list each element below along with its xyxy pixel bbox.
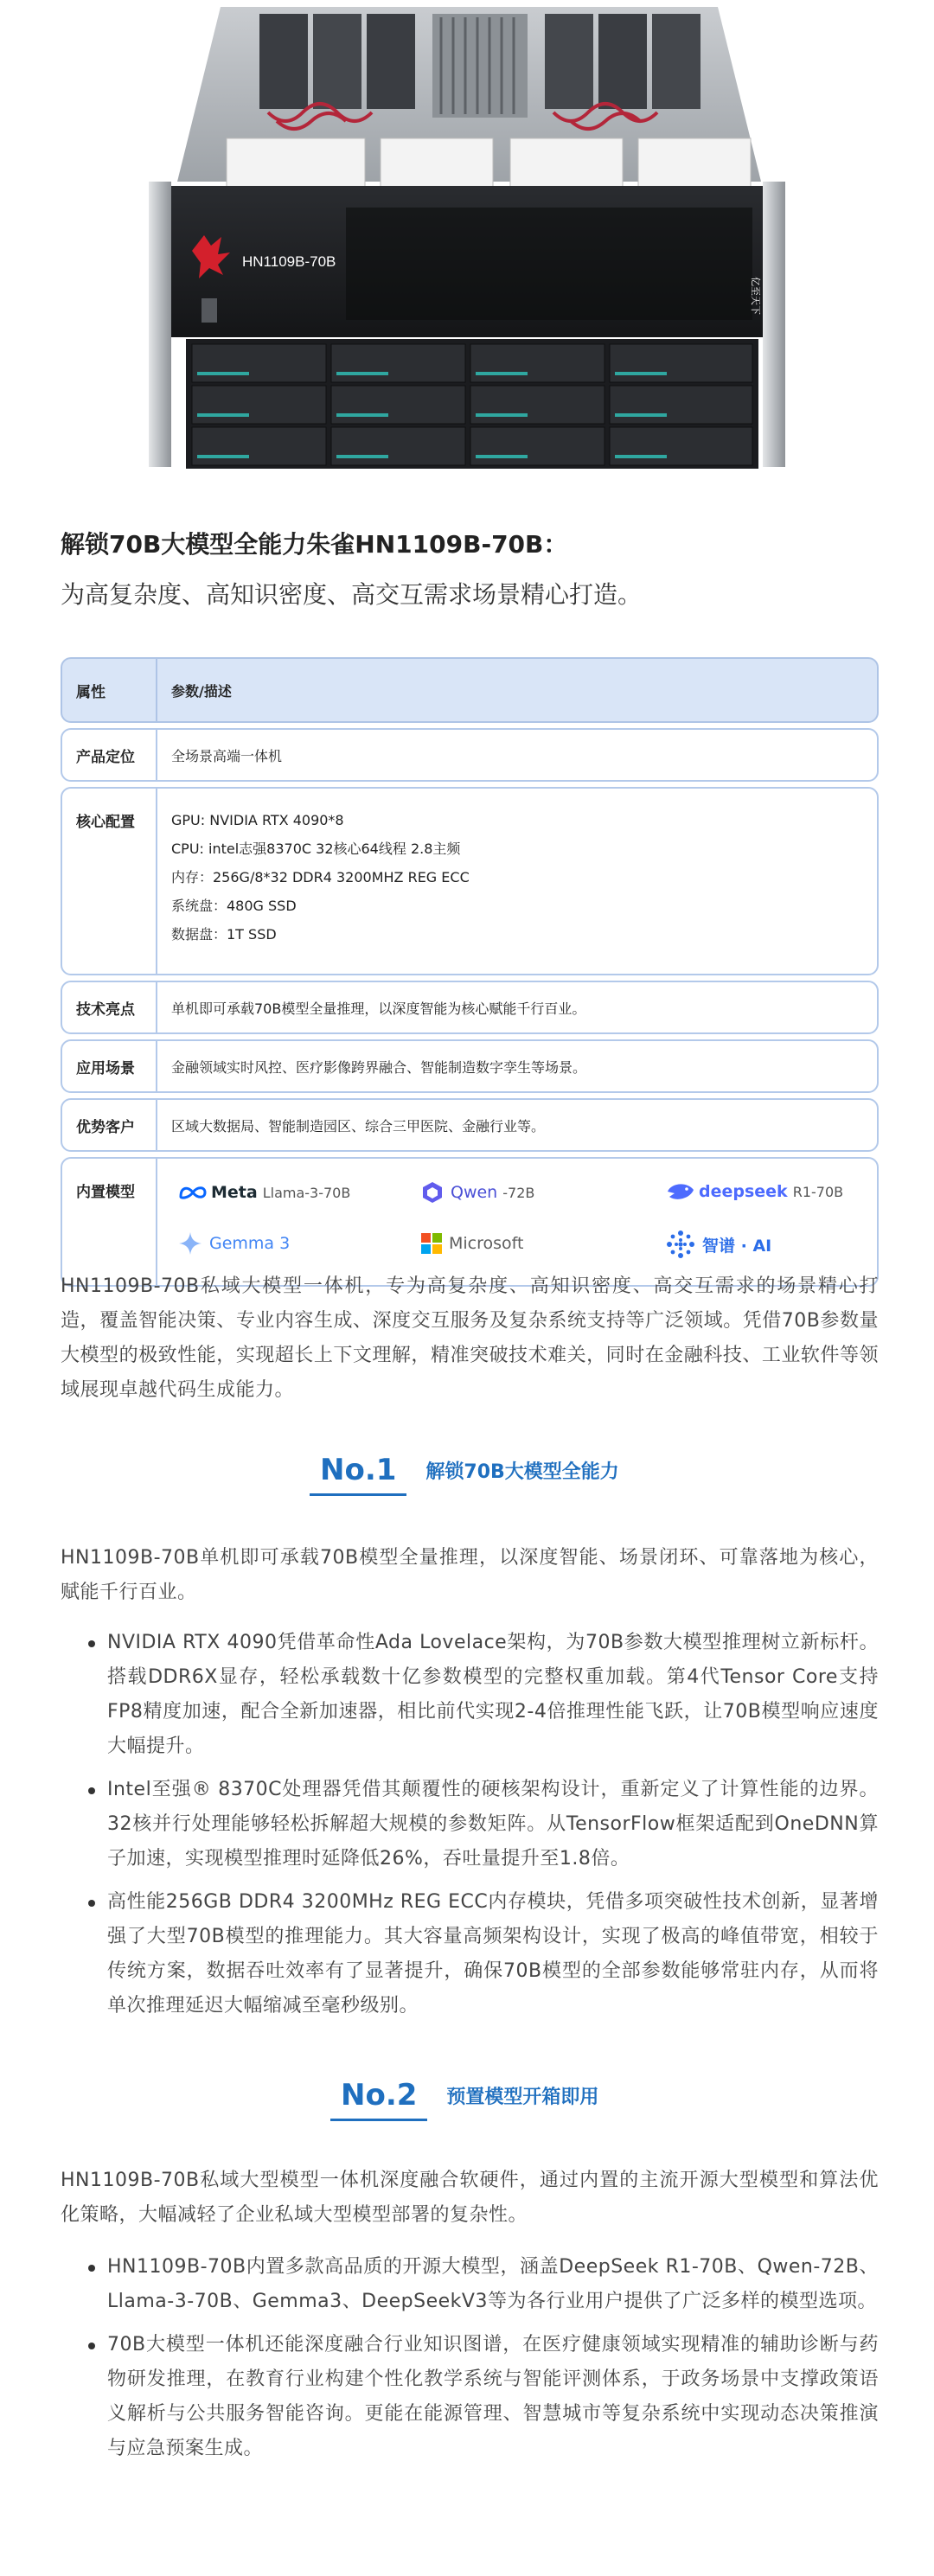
header-attribute: 属性 (62, 659, 157, 721)
core-config-label: 核心配置 (62, 789, 157, 974)
deepseek-model-name: R1-70B (792, 1183, 844, 1200)
zhipu-dots-icon (666, 1230, 695, 1259)
model-meta-llama (178, 1183, 350, 1202)
spec-row-models (61, 1157, 879, 1287)
spec-table-header (61, 657, 879, 723)
spec-row-scenario (61, 1039, 879, 1093)
microsoft-icon (421, 1233, 442, 1254)
vent-mesh (346, 208, 752, 320)
deepseek-brand: deepseek (699, 1182, 788, 1201)
section-1-bullet-memory: 高性能256GB DDR4 3200MHz REG ECC内存模块，凭借多项突破性技术创新，显著增强了大型70B模型的推理能力。其大容量高频架构设计，实现了极高的峰值带宽，相较于传统方案，数据吞吐效率有了显著提升，确保70B模型的全部参数能够常驻内存，从而将单次推理延迟大幅缩减至毫秒级别。 (95, 1885, 879, 2023)
spec-row-customers (61, 1098, 879, 1152)
right-rail (763, 182, 785, 467)
gemma-brand: Gemma 3 (209, 1234, 291, 1253)
model-zhipu (666, 1230, 771, 1259)
server-model-label: HN1109B-70B (242, 253, 336, 270)
section-2-bullet-models: HN1109B-70B内置多款高品质的开源大模型，涵盖DeepSeek R1-70B、Qwen-72B、Llama-3-70B、Gemma3、DeepSeekV3等为各行业用户提供了广泛多样的模型选项。 (95, 2250, 879, 2319)
server-illustration (0, 0, 934, 502)
spec-row-highlight (61, 981, 879, 1034)
spec-row-core-config (61, 787, 879, 975)
scenario-label: 应用场景 (62, 1041, 157, 1091)
page-subtitle: 为高复杂度、高知识密度、高交互需求场景精心打造。 (61, 580, 643, 609)
model-qwen (421, 1181, 534, 1204)
meta-brand: Meta (211, 1183, 258, 1202)
section-1-label: 解锁70B大模型全能力 (425, 1461, 619, 1483)
meta-icon (178, 1185, 208, 1200)
section-2-bullets (95, 2250, 879, 2475)
positioning-value: 全场景高端一体机 (171, 747, 283, 764)
model-microsoft (421, 1233, 523, 1254)
gpu-cards (259, 14, 700, 118)
spec-row-positioning (61, 728, 879, 782)
header-description: 参数/描述 (171, 682, 232, 700)
core-config-lines (157, 789, 877, 974)
microsoft-brand: Microsoft (449, 1234, 524, 1253)
section-1-bullet-gpu: NVIDIA RTX 4090凭借革命性Ada Lovelace架构，为70B参数大模型推理树立新标杆。搭载DDR6X显存，轻松承载数十亿参数模型的完整权重加载。第4代Tensor Core支持FP8精度加速，配合全新加速器，相比前代实现2-4倍推理性能飞跃，让70B模型响应速度大幅提升。 (95, 1626, 879, 1764)
positioning-label: 产品定位 (62, 730, 157, 780)
left-rail (149, 182, 171, 467)
models-label: 内置模型 (62, 1159, 157, 1285)
section-1-number: No.1 (310, 1453, 406, 1493)
drive-bay-grid (192, 344, 752, 465)
side-brand-label: 亿至天下 (750, 277, 761, 315)
page-title: 解锁70B大模型全能力朱雀HN1109B-70B： (61, 530, 568, 559)
section-1-bullet-cpu: Intel至强® 8370C处理器凭借其颠覆性的硬核架构设计，重新定义了计算性能的边界。32核并行处理能够轻松拆解超大规模的参数矩阵。从TensorFlow框架适配到OneDNN算子加速，实现模型推理时延降低26%，吞吐量提升至1.8倍。 (95, 1773, 879, 1876)
customers-label: 优势客户 (62, 1100, 157, 1150)
customers-value: 区域大数据局、智能制造园区、综合三甲医院、金融行业等。 (171, 1117, 546, 1135)
core-line-system-disk: 系统盘：480G SSD (171, 898, 297, 914)
scenario-value: 金融领域实时风控、医疗影像跨界融合、智能制造数字孪生等场景。 (171, 1058, 587, 1076)
section-1-heading (310, 1453, 619, 1493)
model-deepseek (666, 1181, 843, 1202)
server-product-image (0, 0, 934, 502)
core-line-data-disk: 数据盘：1T SSD (171, 926, 277, 943)
qwen-icon (421, 1181, 444, 1204)
section-2-number: No.2 (330, 2078, 427, 2118)
meta-model-name: Llama-3-70B (262, 1184, 351, 1201)
section-2-label: 预置模型开箱即用 (446, 2087, 599, 2108)
models-logo-grid (157, 1159, 877, 1285)
qwen-brand: Qwen (451, 1183, 498, 1202)
intro-paragraph: HN1109B-70B私域大模型一体机，专为高复杂度、高知识密度、高交互需求的场景精心打造，覆盖智能决策、专业内容生成、深度交互服务及复杂系统支持等广泛领域。凭借70B参数量大模型的极致性能，实现超长上下文理解，精准突破技术难关，同时在金融科技、工业软件等领域展现卓越代码生成能力。 (61, 1275, 879, 1401)
core-line-memory: 内存：256G/8*32 DDR4 3200MHZ REG ECC (171, 869, 470, 885)
deepseek-whale-icon (666, 1181, 695, 1202)
qwen-model-name: -72B (502, 1184, 535, 1201)
highlight-label: 技术亮点 (62, 982, 157, 1032)
highlight-value: 单机即可承载70B模型全量推理，以深度智能为核心赋能千行百业。 (171, 1000, 586, 1017)
spec-table (61, 657, 879, 1287)
model-gemma (178, 1231, 290, 1256)
core-line-cpu: CPU: intel志强8370C 32核心64线程 2.8主频 (171, 841, 461, 857)
gemma-star-icon (178, 1231, 202, 1256)
section-2-bullet-industry: 70B大模型一体机还能深度融合行业知识图谱，在医疗健康领域实现精准的辅助诊断与药物研发推理，在教育行业构建个性化教学系统与智能评测体系，于政务场景中支撑政策语义解析与公共服务智能咨询。更能在能源管理、智慧城市等复杂系统中实现动态决策推演与应急预案生成。 (95, 2328, 879, 2466)
core-line-gpu: GPU: NVIDIA RTX 4090*8 (171, 812, 344, 828)
section-1-paragraph: HN1109B-70B单机即可承载70B模型全量推理，以深度智能、场景闭环、可靠落地为核心，赋能千行百业。 (61, 1547, 879, 1603)
zhipu-brand: 智谱 · AI (702, 1236, 772, 1256)
section-2-heading (330, 2078, 598, 2118)
section-2-paragraph: HN1109B-70B私域大型模型一体机深度融合软硬件，通过内置的主流开源大型模型和算法优化策略，大幅减轻了企业私域大型模型部署的复杂性。 (61, 2170, 879, 2226)
section-1-bullets (95, 1626, 879, 2032)
